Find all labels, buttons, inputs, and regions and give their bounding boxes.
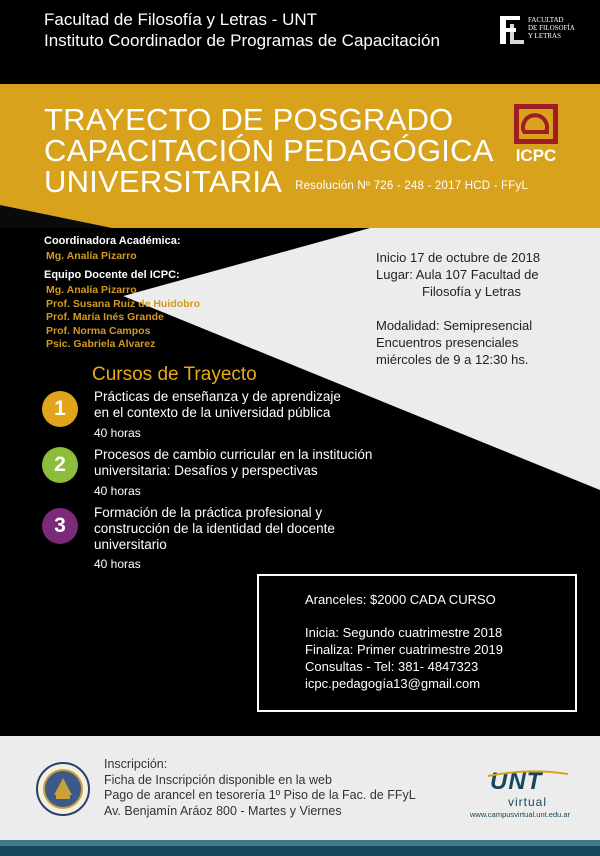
registration-heading: Inscripción: <box>104 757 168 771</box>
logo-text-line: DE FILOSOFÍA <box>528 24 575 32</box>
place-line-1: Lugar: Aula 107 Facultad de <box>376 267 539 282</box>
registration-info <box>104 757 416 819</box>
team-member: Prof. Susana Ruiz de Huidobro <box>46 297 201 310</box>
coord-heading: Coordinadora Académica: <box>44 235 181 247</box>
logo-text-line: Y LETRAS <box>528 32 561 40</box>
course-hours-2: 40 horas <box>94 484 141 498</box>
team-member: Mg. Analía Pizarro <box>46 284 137 296</box>
fl-monogram-icon <box>496 14 526 46</box>
title-line-1: TRAYECTO DE POSGRADO <box>44 102 454 137</box>
title-line-3: UNIVERSITARIA Resolución Nº 726 - 248 - 2017 HCD - FFyL <box>44 164 529 199</box>
course-hours-3: 40 horas <box>94 557 141 571</box>
team-member: Prof. Norma Campos <box>46 324 151 337</box>
icpc-logo <box>508 102 564 166</box>
course-number-2: 2 <box>42 447 78 483</box>
team-heading: Equipo Docente del ICPC: <box>44 269 180 281</box>
place-line-2: Filosofía y Letras <box>422 284 521 299</box>
course-title-1: Prácticas de enseñanza y de aprendizaje en el contexto de la universidad pública <box>94 389 341 420</box>
course-title-3: Formación de la práctica profesional y construcción de la identidad del docente universitario <box>94 505 335 552</box>
course-number-1: 1 <box>42 391 78 427</box>
mode-line-1: Modalidad: Semipresencial <box>376 318 533 333</box>
registration-line: Av. Benjamín Aráoz 800 - Martes y Viernes <box>104 803 342 818</box>
title-line-2: CAPACITACIÓN PEDAGÓGICA <box>44 133 494 168</box>
email-text: icpc.pedagogía13@gmail.com <box>305 676 481 691</box>
campus-url[interactable]: www.campusvirtual.unt.edu.ar <box>470 810 571 819</box>
course-number-3: 3 <box>42 508 78 544</box>
team-member: Prof. María Inés Grande <box>46 311 164 323</box>
registration-line: Ficha de Inscripción disponible en la web <box>104 772 332 787</box>
start-date: Inicio 17 de octubre de 2018 <box>376 250 541 265</box>
icpc-emblem-icon <box>512 102 560 146</box>
course-title-2: Procesos de cambio curricular en la institución universitaria: Desafíos y perspectivas <box>94 447 373 478</box>
fees-text: Aranceles: $2000 CADA CURSO <box>305 592 496 607</box>
swoosh-icon <box>488 770 568 780</box>
icpc-label: ICPC <box>515 146 557 165</box>
institute-name: Instituto Coordinador de Programas de Capacitación <box>44 31 440 50</box>
team-list <box>46 284 200 352</box>
registration-line: Pago de arancel en tesorería 1º Piso de la Fac. de FFyL <box>104 788 416 802</box>
starts-text: Inicia: Segundo cuatrimestre 2018 <box>305 625 503 640</box>
schedule-info <box>376 249 540 368</box>
faculty-logo <box>496 14 586 46</box>
course-hours-1: 40 horas <box>94 426 141 440</box>
main-title <box>44 104 528 205</box>
university-seal <box>36 762 90 816</box>
team-member: Psic. Gabriela Alvarez <box>46 338 156 350</box>
virtual-text: virtual <box>508 795 548 809</box>
mode-line-2: Encuentros presenciales <box>376 335 519 350</box>
coord-name: Mg. Analía Pizarro <box>46 250 137 262</box>
faculty-name: Facultad de Filosofía y Letras - UNT <box>44 10 318 29</box>
unt-text: UNT <box>490 768 543 795</box>
resolution-text: Resolución Nº 726 - 248 - 2017 HCD - FFyL <box>295 180 529 192</box>
ends-text: Finaliza: Primer cuatrimestre 2019 <box>305 642 503 657</box>
logo-text-line: FACULTAD <box>528 16 564 24</box>
mode-line-3: miércoles de 9 a 12:30 hs. <box>376 352 529 367</box>
courses-heading: Cursos de Trayecto <box>92 364 257 385</box>
unt-virtual-logo <box>470 750 588 820</box>
contact-text: Consultas - Tel: 381- 4847323 <box>305 659 479 674</box>
seal-icon <box>36 762 90 816</box>
